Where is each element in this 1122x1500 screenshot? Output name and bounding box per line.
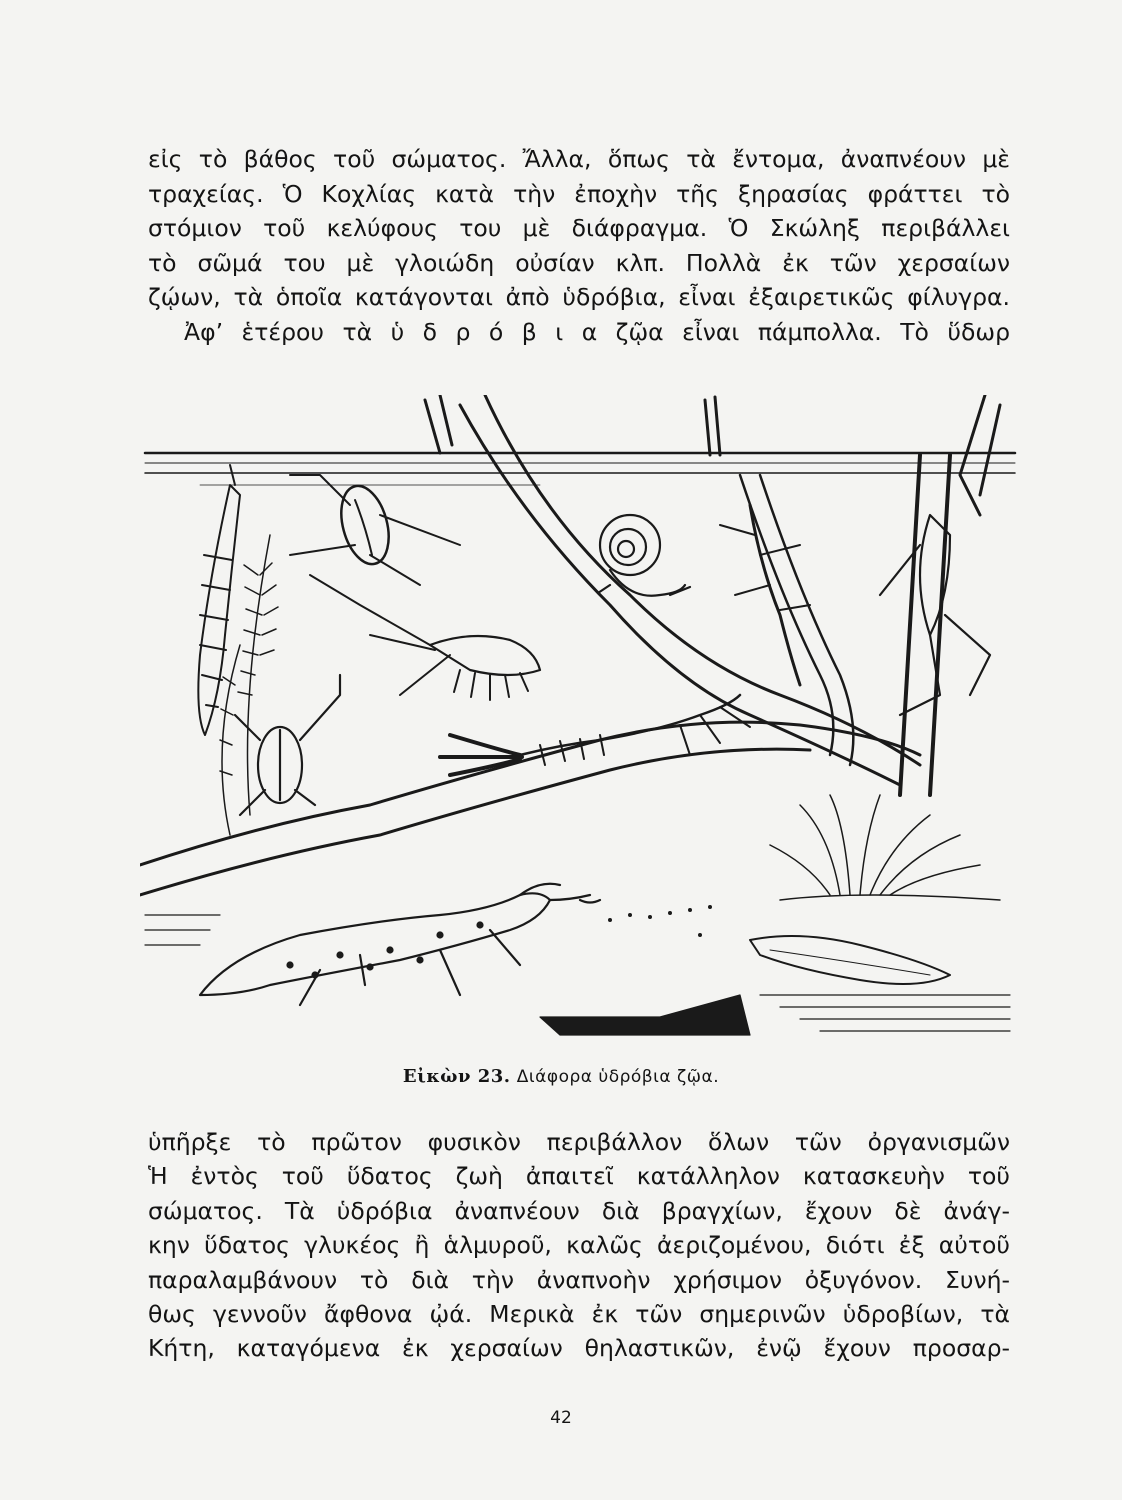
text-line: Ἀφ’ ἑτέρου τὰ ὑ δ ρ ό β ι α ζῷα εἶναι πάμπολλα. Τὸ ὕδωρ [184, 317, 1010, 346]
text-line: παραλαμβάνουν τὸ διὰ τὴν ἀναπνοὴν χρήσιμον ὀξυγόνον. Συνή- [148, 1265, 1010, 1294]
submerged-branch [140, 395, 950, 895]
larva-icon [198, 465, 240, 735]
mayfly-larva-icon [440, 695, 750, 775]
text-line: κην ὕδατος γλυκέος ἢ ἁλμυροῦ, καλῶς ἀεριζομένου, διότι ἐξ αὐτοῦ [148, 1231, 1010, 1260]
diving-beetle-icon [235, 675, 340, 815]
bottom-paragraph [148, 1125, 1010, 1366]
text-line: θως γεννοῦν ἄφθονα ᾠά. Μερικὰ ἐκ τῶν σημερινῶν ὑδροβίων, τὰ [148, 1300, 1010, 1329]
newt-icon [200, 884, 600, 1005]
text-line: Κήτη, καταγόμενα ἐκ χερσαίων θηλαστικῶν, ἐνῷ ἔχουν προσαρ- [148, 1334, 1010, 1363]
text-line: ὑπῆρξε τὸ πρῶτον φυσικὸν περιβάλλον ὅλων τῶν ὀργανισμῶν [148, 1128, 1010, 1156]
text-line: Ἡ ἐντὸς τοῦ ὕδατος ζωὴ ἀπαιτεῖ κατάλληλον κατασκευὴν τοῦ [148, 1162, 1010, 1191]
text-line: τὸ σῶμά του μὲ γλοιώδη οὐσίαν κλπ. Πολλὰ ἐκ τῶν χερσαίων [148, 248, 1010, 277]
text-line: εἰς τὸ βάθος τοῦ σώματος. Ἄλλα, ὅπως τὰ ἔντομα, ἀναπνέουν μὲ [148, 145, 1010, 173]
text-line: ζῴων, τὰ ὁποῖα κατάγονται ἀπὸ ὑδρόβια, εἶναι ἐξαιρετικῶς φίλυγρα. [148, 283, 1010, 312]
sediment [145, 915, 1010, 1035]
aquatic-animals-illustration [140, 395, 1020, 1045]
water-bug-icon [290, 475, 460, 585]
grass-tuft-icon [770, 795, 1000, 900]
figure-caption [0, 1066, 1122, 1087]
water-surface [145, 453, 1015, 485]
text-line: σώματος. Τὰ ὑδρόβια ἀναπνέουν διὰ βραγχίων, ἔχουν δὲ ἀνάγ- [148, 1196, 1010, 1225]
freshwater-shrimp-icon [310, 575, 540, 700]
page-number: 42 [550, 1408, 572, 1428]
bubbles-icon [608, 905, 712, 937]
snail-icon [598, 515, 690, 596]
figure-caption-text: Διάφορα ὑδρόβια ζῷα. [516, 1067, 720, 1087]
text-line: τραχείας. Ὁ Κοχλίας κατὰ τὴν ἐποχὴν τῆς ξηρασίας φράττει τὸ [148, 179, 1010, 208]
figure-label: Εἰκὼν 23. [402, 1066, 511, 1087]
water-plant-icon [220, 535, 278, 835]
top-paragraph [148, 142, 1010, 350]
caddis-larva-icon [720, 505, 810, 685]
reeds-icon [425, 395, 1000, 515]
flatworm-icon [750, 936, 950, 984]
text-line: στόμιον τοῦ κελύφους του μὲ διάφραγμα. Ὁ Σκώληξ περιβάλλει [148, 214, 1010, 243]
